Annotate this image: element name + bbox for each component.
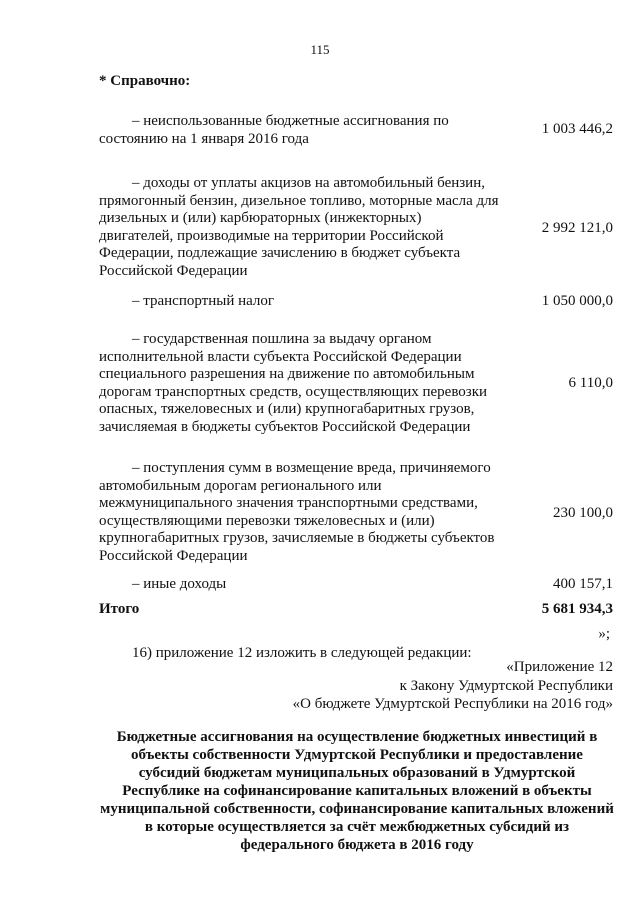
list-item bbox=[99, 331, 613, 436]
list-item bbox=[99, 293, 613, 311]
list-item bbox=[99, 113, 613, 148]
item-text: – неиспользованные бюджетные ассигнования по состоянию на 1 января 2016 года bbox=[99, 113, 449, 147]
item-text: – иные доходы bbox=[132, 576, 227, 592]
list-item bbox=[99, 175, 613, 280]
total-label: Итого bbox=[99, 601, 140, 617]
total-row bbox=[99, 601, 613, 619]
page-number: 115 bbox=[310, 42, 330, 57]
section-title: Бюджетные ассигнования на осуществление бюджетных инвестиций в объекты собственности Удмуртской Республики и предоставление субсидий бюджетам муниципальных образований в Удмуртской Республике на софинансирование капитальных вложений в объекты муниципальной собственности, софинансирование капитальных вложений в которые осуществляется за счёт межбюджетных субсидий из федерального бюджета в 2016 году bbox=[100, 729, 614, 853]
item-value: 2 992 121,0 bbox=[541, 220, 613, 236]
appendix-line-1: «Приложение 12 bbox=[506, 659, 613, 675]
item-text: – доходы от уплаты акцизов на автомобильный бензин, прямогонный бензин, дизельное топливо, моторные масла для дизельных и (или) карбюраторных (инжекторных) двигателей, производимые на территории Российской Федерации, подлежащие зачислению в бюджет субъекта Российской Федерации bbox=[99, 175, 499, 279]
amendment-text: 16) приложение 12 изложить в следующей редакции: bbox=[132, 645, 472, 661]
item-value: 6 110,0 bbox=[568, 375, 613, 391]
total-value: 5 681 934,3 bbox=[541, 601, 613, 617]
reference-heading: * Справочно: bbox=[99, 73, 191, 89]
item-value: 400 157,1 bbox=[553, 576, 613, 592]
list-item bbox=[99, 576, 613, 594]
list-item bbox=[99, 460, 613, 565]
item-text: – транспортный налог bbox=[132, 293, 275, 309]
closing-quote: »; bbox=[598, 626, 610, 642]
item-text: – государственная пошлина за выдачу органом исполнительной власти субъекта Российской Федерации специального разрешения на движение по автомобильным дорогам транспортных средств, осуществляющих перевозки опасных, тяжеловесных и (или) крупногабаритных грузов, зачисляемая в бюджеты субъектов Российской Федерации bbox=[99, 331, 488, 435]
item-value: 1 050 000,0 bbox=[541, 293, 613, 309]
item-text: – поступления сумм в возмещение вреда, причиняемого автомобильным дорогам регионального или межмуниципального значения транспортными средствами, осуществляющими перевозки тяжеловесных и (или) крупногабаритных грузов, зачисляемые в бюджеты субъектов Российской Федерации bbox=[99, 460, 495, 564]
item-value: 230 100,0 bbox=[553, 505, 613, 521]
appendix-line-2: к Закону Удмуртской Республики bbox=[399, 678, 613, 694]
item-value: 1 003 446,2 bbox=[541, 121, 613, 137]
appendix-line-3: «О бюджете Удмуртской Республики на 2016 год» bbox=[292, 696, 613, 712]
